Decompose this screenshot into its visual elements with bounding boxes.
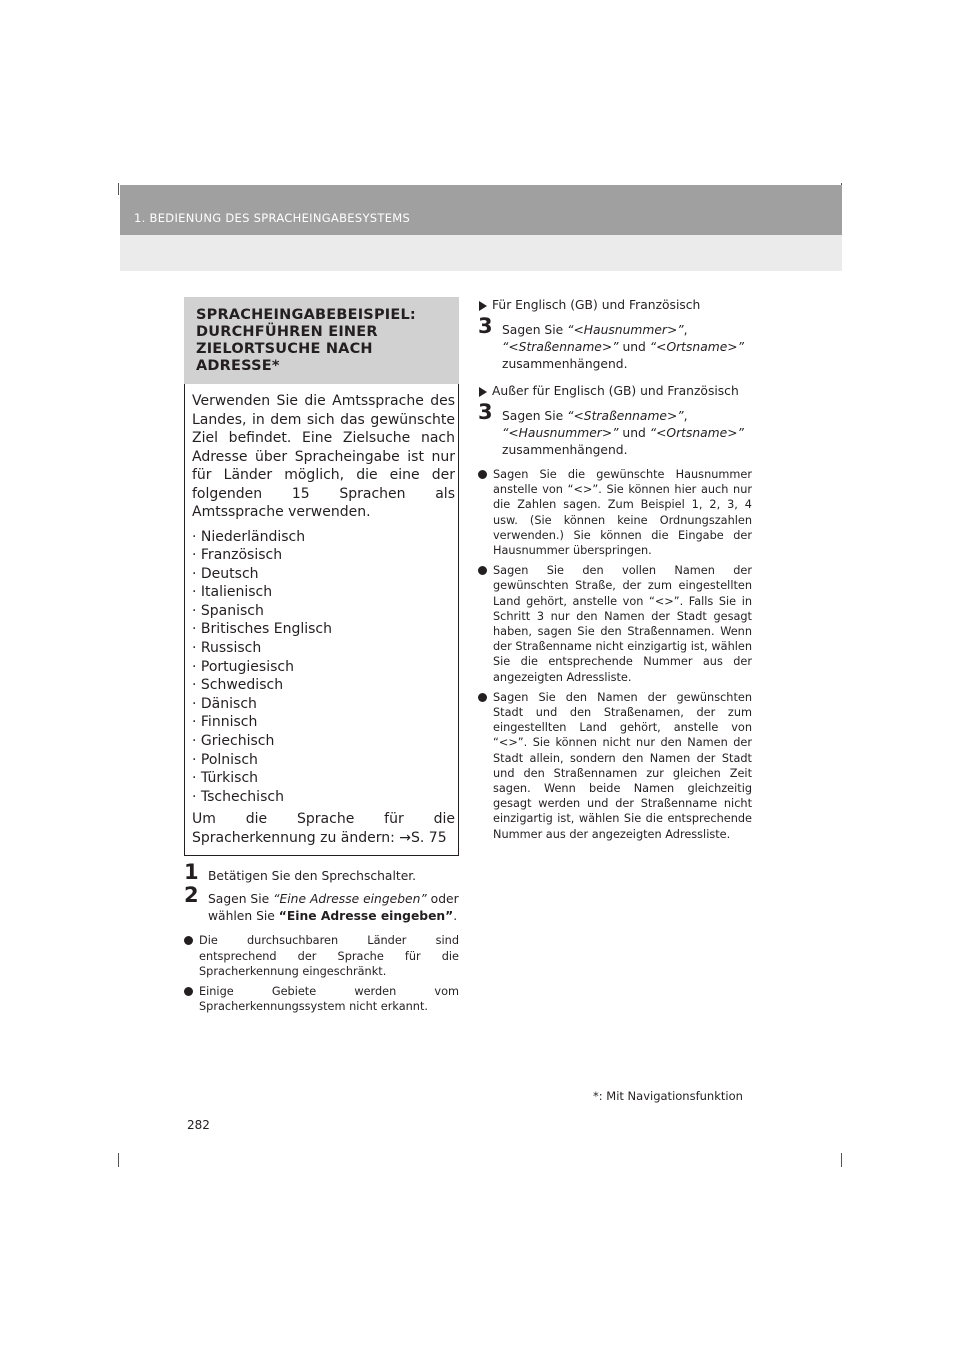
info-intro: Verwenden Sie die Amtssprache des Landes, in dem sich das gewünschte Ziel befindet. Eine Zielsuche nach Adresse über Spracheingabe ist nur für Länder möglich, die eine der folgenden 15 Sprachen als Amtssprache verwenden. xyxy=(192,393,455,520)
step-text: Sagen Sie xyxy=(208,892,274,907)
menu-item-reference: “Eine Adresse eingeben” xyxy=(278,909,454,924)
info-box xyxy=(184,384,459,856)
language-list xyxy=(192,528,455,807)
note-text: Die durchsuchbaren Länder sind entsprechend der Sprache für die Spracherkennung eingeschränkt. xyxy=(199,934,459,978)
step-text: Betätigen Sie den Sprechschalter. xyxy=(208,869,417,884)
page-header xyxy=(120,185,842,271)
step-text: . xyxy=(453,909,458,924)
step-number: 3 xyxy=(478,400,493,424)
triangle-icon xyxy=(479,301,487,311)
language-condition xyxy=(478,297,752,314)
note-item xyxy=(478,467,752,558)
language-item: · Deutsch xyxy=(192,565,259,582)
info-outro: Um die Sprache für die Spracherkennung zu ändern: →S. 75 xyxy=(192,811,455,846)
language-item: · Schwedisch xyxy=(192,677,284,694)
condition-text: Für Englisch (GB) und Französisch xyxy=(492,298,701,312)
section-heading xyxy=(184,297,459,384)
step-text: zusammenhängend. xyxy=(502,357,628,371)
language-item: · Polnisch xyxy=(192,751,258,768)
left-column xyxy=(184,297,459,1014)
step-text: , xyxy=(683,323,688,337)
language-item: · Dänisch xyxy=(192,695,257,712)
heading-line: ZIELORTSUCHE NACH xyxy=(196,341,373,357)
language-item: · Niederländisch xyxy=(192,528,306,545)
voice-command: “<Hausnummer>” xyxy=(502,426,619,440)
step-text: Sagen Sie xyxy=(502,409,568,423)
step-number: 3 xyxy=(478,314,493,338)
bullet-icon xyxy=(184,987,193,996)
bullet-icon xyxy=(478,566,487,575)
note-text: Einige Gebiete werden vom Spracherkennungssystem nicht erkannt. xyxy=(199,985,459,1014)
step-3b xyxy=(478,400,752,459)
note-item xyxy=(184,984,459,1014)
language-item: · Türkisch xyxy=(192,770,259,787)
page-number: 282 xyxy=(187,1118,210,1132)
bullet-icon xyxy=(184,936,193,945)
note-item xyxy=(478,563,752,685)
step-3a xyxy=(478,314,752,373)
language-item: · Portugiesisch xyxy=(192,658,294,675)
note-text: Sagen Sie die gewünschte Hausnummer anstelle von “<>”. Sie können hier auch nur die Zahlen sagen. Zum Beispiel 1, 2, 3, 4 usw. (Sie können keine Ordnungszahlen verwenden.) Sie können die Eingabe der Hausnummer überspringen. xyxy=(493,468,752,558)
footnote: *: Mit Navigationsfunktion xyxy=(593,1089,743,1103)
step-number: 1 xyxy=(184,860,199,885)
triangle-icon xyxy=(479,387,487,397)
language-item: · Russisch xyxy=(192,640,262,657)
heading-line: ADRESSE* xyxy=(196,358,280,374)
voice-command: “Eine Adresse eingeben” xyxy=(273,892,427,907)
language-item: · Britisches Englisch xyxy=(192,621,332,638)
voice-command: “<Ortsname>” xyxy=(649,340,744,354)
bullet-icon xyxy=(478,470,487,479)
header-title: 1. BEDIENUNG DES SPRACHEINGABESYSTEMS xyxy=(134,211,411,225)
language-condition xyxy=(478,383,752,400)
language-item: · Finnisch xyxy=(192,714,258,731)
note-text: Sagen Sie den Namen der gewünschten Stadt und den Straßenamen, der zum eingestellten Land gehört, anstelle von “<>”. Sie können nicht nur den Namen der Stadt allein, sondern den Namen der Stadt und den Straßennamen zur gleichen Zeit sagen. Wenn beide Namen gleichzeitig gesagt werden und der Straßenname nicht einzigartig ist, wählen Sie die entsprechende Nummer aus der angezeigten Adressliste. xyxy=(493,690,752,841)
step-text: oder wählen Sie xyxy=(208,892,459,924)
bullet-icon xyxy=(478,693,487,702)
crop-mark xyxy=(118,183,119,195)
step-2 xyxy=(184,883,459,925)
voice-command: “<Hausnummer>” xyxy=(567,323,684,337)
crop-mark xyxy=(841,1153,842,1167)
condition-text: Außer für Englisch (GB) und Französisch xyxy=(492,384,739,398)
crop-mark xyxy=(118,1153,119,1167)
heading-line: SPRACHEINGABEBEISPIEL: xyxy=(196,307,416,323)
step-text: , xyxy=(683,409,688,423)
step-text: und xyxy=(618,340,650,354)
language-item: · Italienisch xyxy=(192,584,273,601)
language-item: · Französisch xyxy=(192,547,283,564)
heading-line: DURCHFÜHREN EINER xyxy=(196,324,378,340)
step-1 xyxy=(184,860,459,885)
note-item xyxy=(478,690,752,842)
voice-command: “<Straßenname>” xyxy=(502,340,619,354)
step-text: Sagen Sie xyxy=(502,323,568,337)
voice-command: “<Ortsname>” xyxy=(649,426,744,440)
language-item: · Spanisch xyxy=(192,602,264,619)
voice-command: “<Straßenname>” xyxy=(567,409,684,423)
header-band xyxy=(120,185,842,235)
step-number: 2 xyxy=(184,883,199,908)
note-text: Sagen Sie den vollen Namen der gewünschten Straße, der zum eingestellten Land gehört, anstelle von “<>”. Falls Sie in Schritt 3 nur den Namen der Stadt gesagt haben, sagen Sie den Straßennamen. Wenn der Straßenname nicht einzigartig ist, wählen Sie die entsprechende Nummer aus der angezeigten Adressliste. xyxy=(493,564,752,684)
step-text: zusammenhängend. xyxy=(502,443,628,457)
step-text: und xyxy=(618,426,650,440)
language-item: · Griechisch xyxy=(192,733,275,750)
language-item: · Tschechisch xyxy=(192,788,284,805)
right-column xyxy=(478,297,752,842)
note-item xyxy=(184,933,459,979)
